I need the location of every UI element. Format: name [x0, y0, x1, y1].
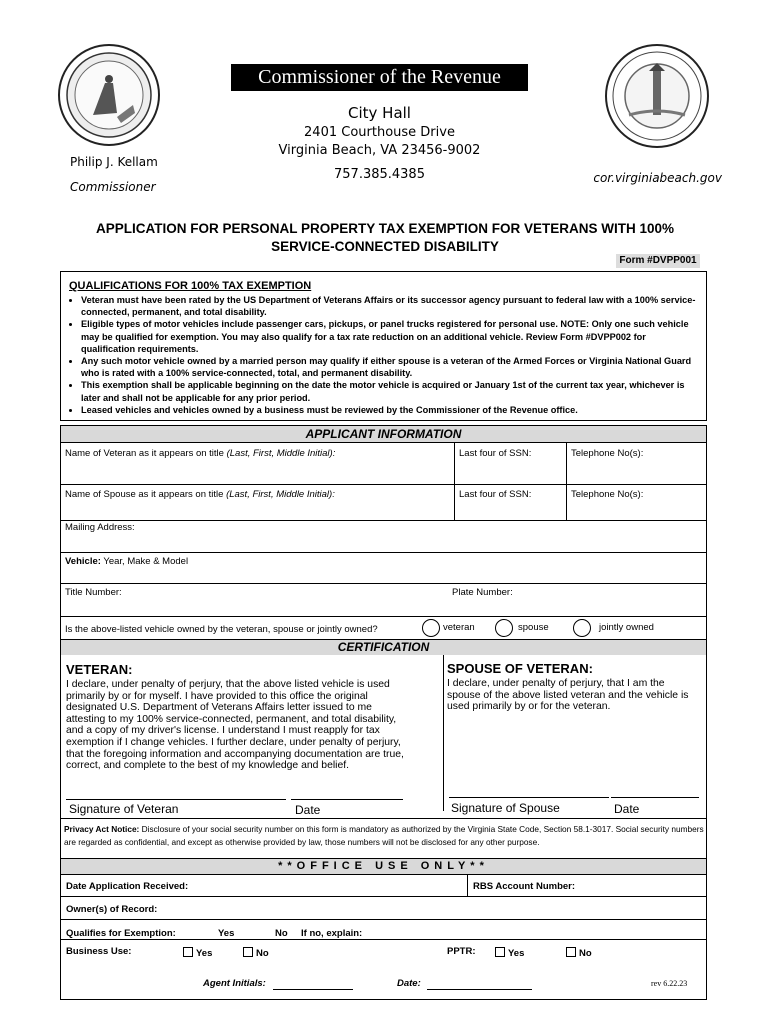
jointly-owned-radio[interactable] — [573, 619, 591, 637]
pptr-yes-label: Yes — [508, 948, 525, 959]
veteran-declaration: I declare, under penalty of perjury, that the above listed vehicle is used primarily by or for myself. I have provided to this office the original designated U.S. Department of Veterans Affairs letter issued to me attesting to my 100% service-connected, permanent, and total disability, and a copy of my driver's license. I understand I must reapply for tax exemption if I change vehicles. I further declare, under penalty of perjury, that the foregoing information and accompanying documentation are true, correct, and complete to the best of my knowledge and belief. — [66, 679, 404, 772]
veteran-phone-field[interactable] — [566, 442, 706, 484]
qualifications-heading: QUALIFICATIONS FOR 100% TAX EXEMPTION — [69, 280, 312, 292]
business-use-yes-label: Yes — [196, 948, 213, 959]
certification-header: CERTIFICATION — [61, 639, 706, 655]
applicant-info-header: APPLICANT INFORMATION — [61, 426, 706, 442]
veteran-date-field[interactable] — [291, 776, 403, 799]
checkbox-icon — [183, 947, 193, 957]
veteran-option-label: veteran — [443, 622, 475, 633]
checkbox-icon — [495, 947, 505, 957]
date-received-label: Date Application Received: — [66, 881, 189, 892]
qualifies-no[interactable]: No — [275, 928, 288, 939]
business-use-no-label: No — [256, 948, 269, 959]
form-number: Form #DVPP001 — [616, 254, 700, 268]
veteran-ssn-label: Last four of SSN: — [459, 448, 532, 459]
qualifies-yes[interactable]: Yes — [218, 928, 235, 939]
spouse-signature-label: Signature of Spouse — [451, 801, 560, 815]
veteran-radio[interactable] — [422, 619, 440, 637]
form-title — [60, 220, 710, 256]
list-item: • This exemption shall be applicable beginning on the date the motor vehicle is acquired or January 1st of the current tax year, whichever is later and shall not be applicable for any prior period. — [81, 379, 701, 403]
office-date-label: Date: — [397, 978, 421, 989]
list-item: • Leased vehicles and vehicles owned by a business must be reviewed by the Commissioner of the Revenue office. — [81, 404, 701, 416]
application-form — [60, 425, 707, 1000]
veteran-date-label: Date — [295, 803, 321, 817]
office-title: Commissioner of the Revenue — [231, 64, 528, 91]
plate-number-label: Plate Number: — [452, 587, 513, 598]
spouse-declaration: I declare, under penalty of perjury, that I am the spouse of the above listed veteran and the vehicle is used primarily by or for the veteran. — [447, 678, 689, 713]
office-use-header: **OFFICE USE ONLY** — [61, 858, 706, 874]
spouse-radio[interactable] — [495, 619, 513, 637]
spouse-ssn-label: Last four of SSN: — [459, 489, 532, 500]
list-item: • Any such motor vehicle owned by a married person may qualify if either spouse is a veteran of the Armed Forces or Virginia National Guard who is rated with a 100% service-connected, total, and permanent disability. — [81, 355, 701, 379]
revision-date: rev 6.22.23 — [651, 979, 688, 988]
pptr-label: PPTR: — [447, 946, 476, 957]
rbs-account-label: RBS Account Number: — [473, 881, 576, 892]
virginia-state-seal — [57, 43, 161, 147]
spouse-option-label: spouse — [518, 622, 549, 633]
office-date-field[interactable] — [427, 974, 532, 989]
owners-of-record-label: Owner(s) of Record: — [66, 904, 158, 915]
spouse-signature-field[interactable] — [449, 774, 609, 797]
veteran-signature-label: Signature of Veteran — [69, 802, 179, 816]
spouse-name-label: Name of Spouse as it appears on title (Last, First, Middle Initial): — [65, 489, 335, 500]
if-no-explain-label: If no, explain: — [301, 928, 363, 939]
vehicle-field[interactable] — [61, 552, 706, 583]
form-title-line-1: APPLICATION FOR PERSONAL PROPERTY TAX EXEMPTION FOR VETERANS WITH 100% — [95, 221, 675, 236]
veteran-name-field[interactable] — [61, 442, 454, 484]
veteran-name-label: Name of Veteran as it appears on title (Last, First, Middle Initial): — [65, 448, 336, 459]
virginia-beach-city-seal — [604, 43, 710, 149]
business-use-no-checkbox[interactable] — [243, 947, 269, 959]
title-number-label: Title Number: — [65, 587, 122, 598]
vehicle-label: Vehicle: Year, Make & Model — [65, 556, 189, 567]
spouse-phone-field[interactable] — [566, 484, 706, 520]
ownership-question: Is the above-listed vehicle owned by the veteran, spouse or jointly owned? — [65, 624, 378, 635]
spouse-heading: SPOUSE OF VETERAN: — [447, 661, 593, 676]
commissioner-role: Commissioner — [70, 180, 156, 194]
business-use-yes-checkbox[interactable] — [183, 947, 212, 959]
list-item: • Veteran must have been rated by the US Department of Veterans Affairs or its successor agency pursuant to federal law with a 100% service-connected, permanent, and total disability. — [81, 294, 701, 318]
virginia-seal-icon — [57, 43, 161, 147]
agent-initials-label: Agent Initials: — [203, 978, 266, 989]
address-line-1: 2401 Courthouse Drive — [304, 125, 455, 140]
pptr-no-checkbox[interactable] — [566, 947, 592, 959]
veteran-phone-label: Telephone No(s): — [571, 448, 644, 459]
list-item: • Eligible types of motor vehicles include passenger cars, pickups, or panel trucks registered for personal use. NOTE: Only one such vehicle may be qualified for exemption. You may also qualify for a tax rate reduction on an additional vehicle. Review Form #DVPP002 for qualification requirements. — [81, 318, 701, 355]
pptr-no-label: No — [579, 948, 592, 959]
spouse-ssn-field[interactable] — [454, 484, 566, 520]
qualifies-label: Qualifies for Exemption: — [66, 928, 176, 939]
phone-number: 757.385.4385 — [334, 167, 425, 182]
city-seal-icon — [604, 43, 710, 149]
address-line-2: Virginia Beach, VA 23456-9002 — [278, 143, 481, 158]
form-title-line-2: SERVICE-CONNECTED DISABILITY — [271, 239, 499, 254]
commissioner-name: Philip J. Kellam — [70, 155, 158, 169]
city-hall: City Hall — [348, 104, 411, 122]
website[interactable]: cor.virginiabeach.gov — [593, 171, 722, 185]
qualifications-box — [60, 271, 707, 421]
veteran-signature-field[interactable] — [66, 776, 286, 799]
mailing-address-field[interactable] — [61, 520, 706, 552]
business-use-label: Business Use: — [66, 946, 132, 957]
plate-number-field[interactable] — [451, 583, 706, 616]
veteran-heading: VETERAN: — [66, 662, 133, 677]
spouse-date-field[interactable] — [611, 774, 699, 797]
mailing-address-label: Mailing Address: — [65, 522, 135, 533]
veteran-ssn-field[interactable] — [454, 442, 566, 484]
checkbox-icon — [243, 947, 253, 957]
spouse-date-label: Date — [614, 802, 640, 816]
spouse-phone-label: Telephone No(s): — [571, 489, 644, 500]
checkbox-icon — [566, 947, 576, 957]
pptr-yes-checkbox[interactable] — [495, 947, 524, 959]
title-number-field[interactable] — [61, 583, 451, 616]
agent-initials-field[interactable] — [273, 974, 353, 989]
qualifications-list — [67, 294, 701, 416]
jointly-owned-option-label: jointly owned — [599, 622, 654, 633]
privacy-act-notice: Privacy Act Notice: Disclosure of your social security number on this form is mandatory as authorized by the Virginia State Code, Section 58.1-3017. Social security numbers are regarded as confidential, and except as otherwise provided by law, those numbers will not be disclosed for any other purpose. — [64, 824, 704, 847]
spouse-name-field[interactable] — [61, 484, 454, 520]
